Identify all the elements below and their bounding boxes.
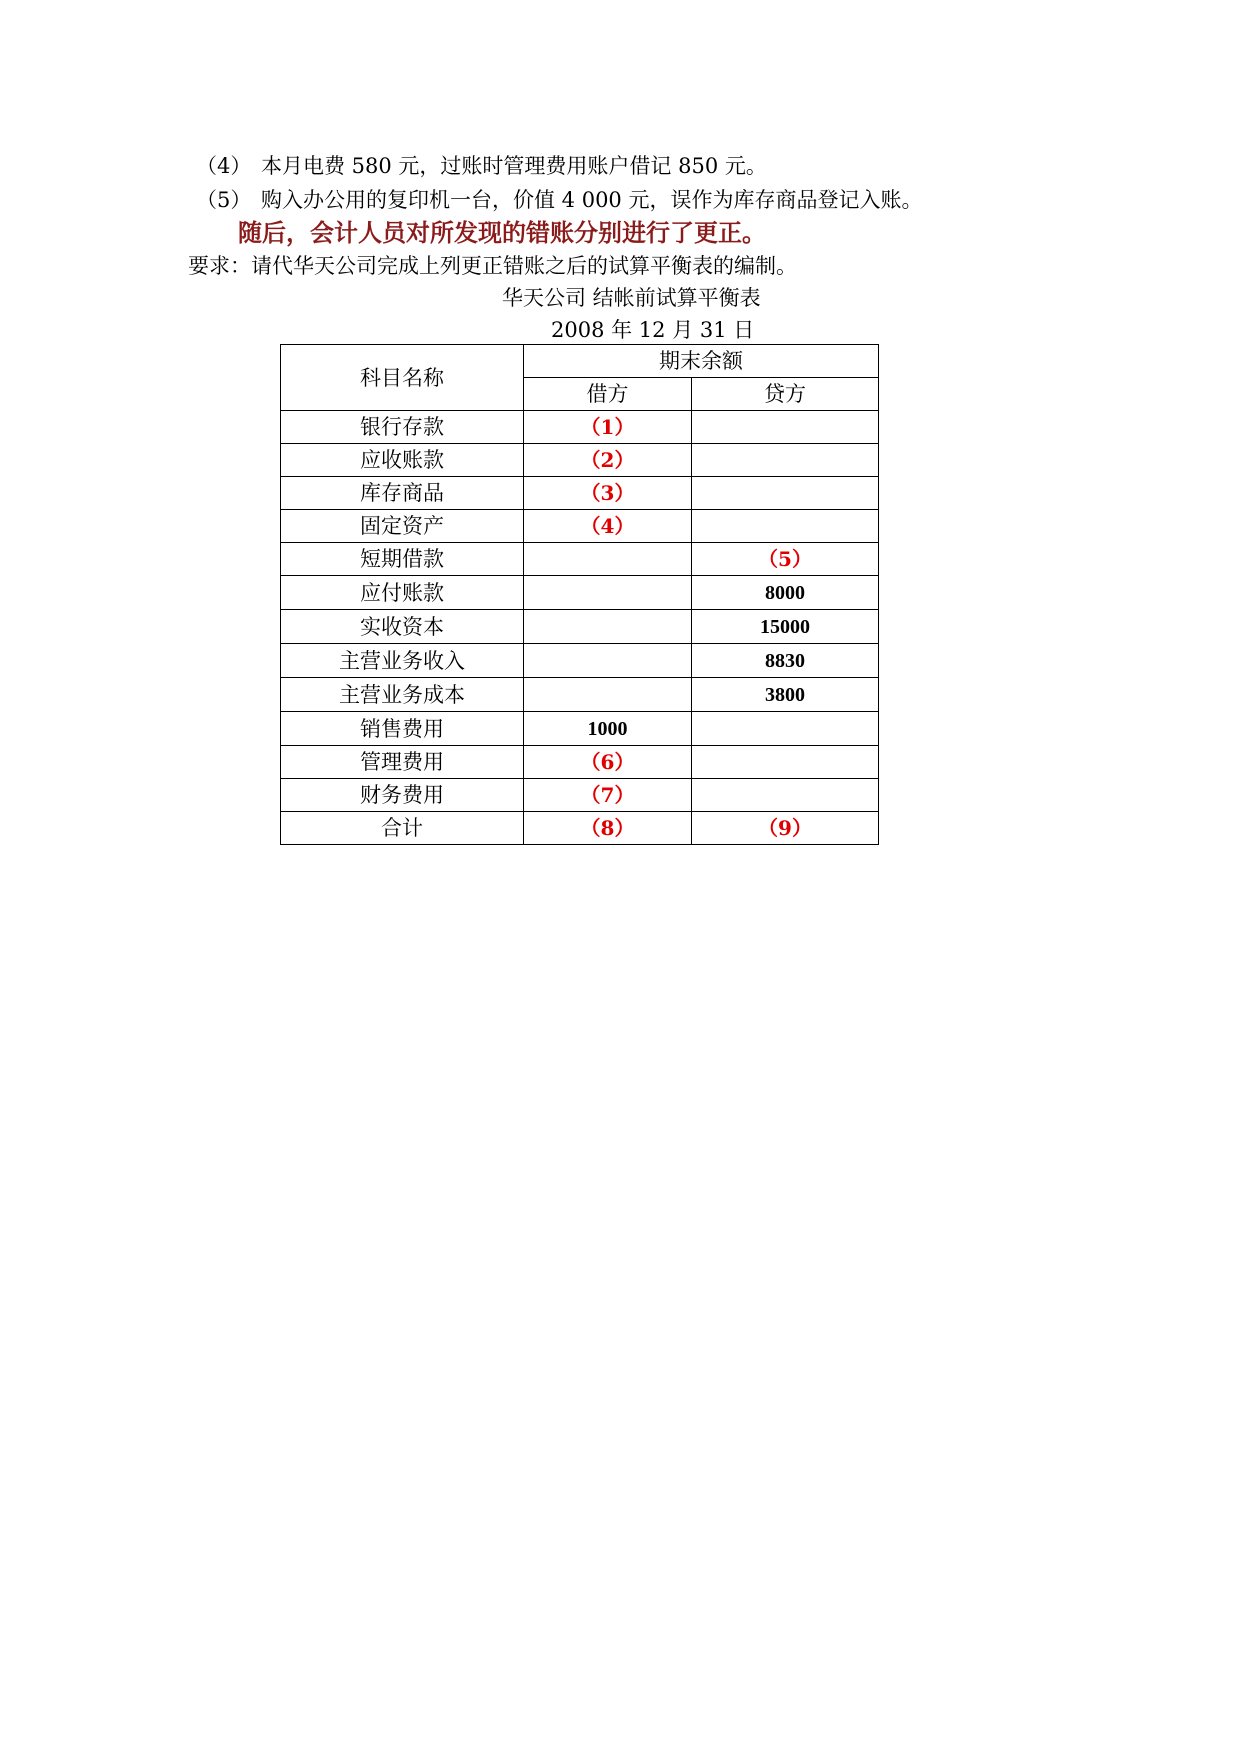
debit-cell [524, 779, 692, 812]
credit-cell [692, 678, 879, 712]
account-name-cell: 主营业务成本 [281, 678, 524, 712]
debit-cell [524, 444, 692, 477]
account-name-cell: 财务费用 [281, 779, 524, 812]
credit-cell [692, 644, 879, 678]
table-row [281, 444, 879, 477]
credit-cell [692, 411, 879, 444]
account-name-cell: 银行存款 [281, 411, 524, 444]
credit-cell [692, 576, 879, 610]
debit-cell [524, 510, 692, 543]
account-name-cell: 固定资产 [281, 510, 524, 543]
account-name-cell: 合计 [281, 812, 524, 845]
account-name-cell: 管理费用 [281, 746, 524, 779]
account-name-cell: 主营业务收入 [281, 644, 524, 678]
debit-cell [524, 610, 692, 644]
debit-cell [524, 644, 692, 678]
table-header-row [281, 345, 879, 378]
table-row [281, 746, 879, 779]
answer-placeholder: （2） [580, 448, 635, 472]
credit-cell [692, 510, 879, 543]
answer-placeholder: （9） [758, 816, 812, 840]
debit-cell [524, 543, 692, 576]
amount-value: 8000 [765, 582, 805, 604]
answer-placeholder: （3） [580, 481, 635, 505]
amount-value: 1000 [587, 718, 628, 740]
table-title: 华天公司 结帐前试算平衡表 [502, 286, 761, 310]
answer-placeholder: （8） [580, 816, 635, 840]
debit-cell [524, 746, 692, 779]
account-name-cell: 应收账款 [281, 444, 524, 477]
table-row [281, 644, 879, 678]
account-name-cell: 库存商品 [281, 477, 524, 510]
debit-cell [524, 477, 692, 510]
item-text: 本月电费 580 元，过账时管理费用账户借记 850 元。 [261, 154, 767, 178]
header-account-name: 科目名称 [281, 345, 524, 411]
debit-cell [524, 576, 692, 610]
item-number: （5） [196, 188, 252, 212]
item-text: 购入办公用的复印机一台，价值 4 000 元，误作为库存商品登记入账。 [261, 188, 923, 212]
debit-cell [524, 712, 692, 746]
table-row [281, 543, 879, 576]
credit-cell [692, 477, 879, 510]
credit-cell [692, 543, 879, 576]
problem-item-4 [196, 152, 767, 180]
debit-cell [524, 678, 692, 712]
table-row [281, 576, 879, 610]
credit-cell [692, 779, 879, 812]
trial-balance-table [280, 344, 879, 845]
table-row [281, 712, 879, 746]
correction-note: 随后，会计人员对所发现的错账分别进行了更正。 [238, 219, 766, 247]
answer-placeholder: （7） [580, 783, 635, 807]
table-row [281, 812, 879, 845]
debit-cell [524, 812, 692, 845]
account-name-cell: 销售费用 [281, 712, 524, 746]
table-row [281, 678, 879, 712]
table-row [281, 610, 879, 644]
amount-value: 8830 [765, 650, 805, 672]
table-row [281, 411, 879, 444]
credit-cell [692, 444, 879, 477]
answer-placeholder: （5） [758, 547, 812, 571]
table-date: 2008 年 12 月 31 日 [551, 318, 755, 342]
account-name-cell: 应付账款 [281, 576, 524, 610]
requirement-text: 要求：请代华天公司完成上列更正错账之后的试算平衡表的编制。 [188, 254, 797, 278]
answer-placeholder: （4） [580, 514, 635, 538]
answer-placeholder: （1） [580, 415, 635, 439]
header-credit: 贷方 [692, 378, 879, 411]
credit-cell [692, 712, 879, 746]
credit-cell [692, 610, 879, 644]
header-ending-balance: 期末余额 [524, 345, 879, 378]
table-row [281, 477, 879, 510]
answer-placeholder: （6） [580, 750, 635, 774]
amount-value: 3800 [765, 684, 805, 706]
table-row [281, 510, 879, 543]
table-row [281, 779, 879, 812]
account-name-cell: 实收资本 [281, 610, 524, 644]
problem-item-5 [196, 186, 922, 214]
debit-cell [524, 411, 692, 444]
header-debit: 借方 [524, 378, 692, 411]
account-name-cell: 短期借款 [281, 543, 524, 576]
credit-cell [692, 812, 879, 845]
credit-cell [692, 746, 879, 779]
amount-value: 15000 [760, 616, 810, 638]
item-number: （4） [196, 154, 252, 178]
